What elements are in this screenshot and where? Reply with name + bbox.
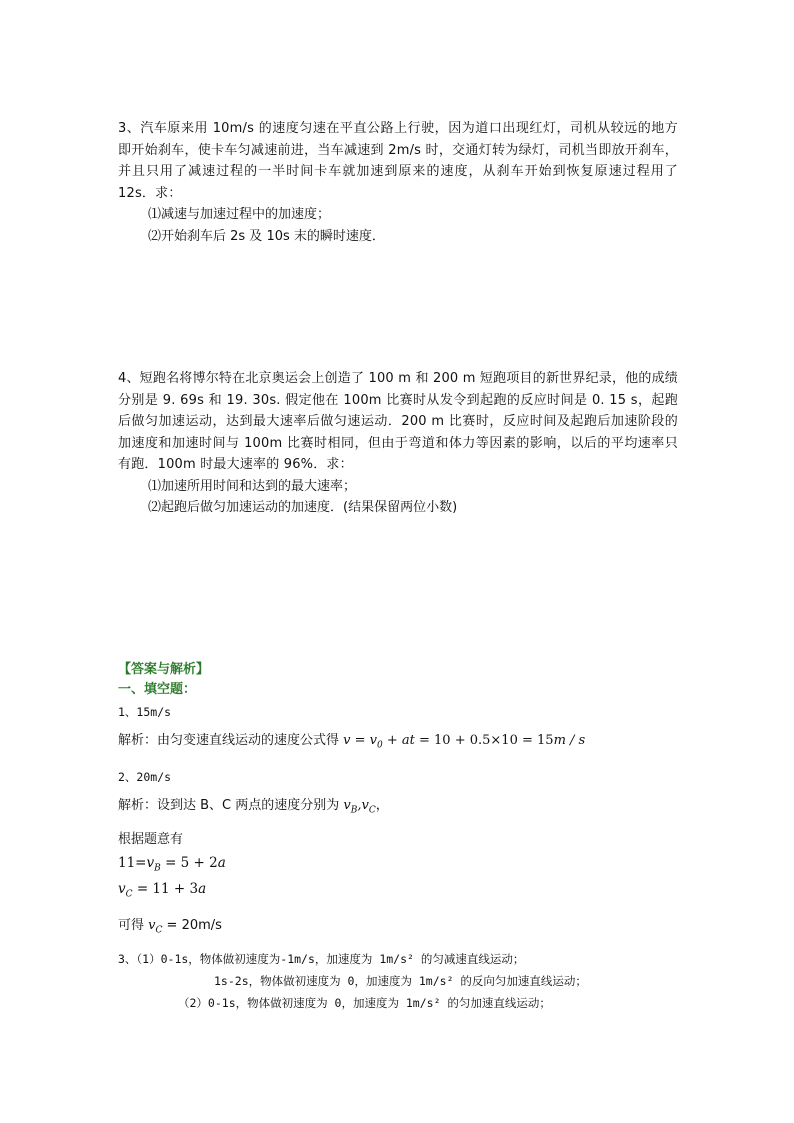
question-4-part-1: ⑴加速所用时间和达到的最大速率； xyxy=(148,478,357,494)
answer-2-result: 可得 $v_C = 20m/s$ xyxy=(118,917,222,936)
question-4-text: 4、短跑名将博尔特在北京奥运会上创造了 100 m 和 200 m 短跑项目的新世界纪录，他的成绩分别是 9. 69s 和 19. 30s. 假定他在 100m 比赛时从发令到起跑的反应时间是 0. 15 s，起跑后做匀加速运动，达到最大速率后做匀速运动．200 m 比赛时，反应时间及起跑后加速阶段的加速度和加速时间与 100m 比赛时相同，但由于弯道和体力等因素的影响，以后的平均速率只有跑．100m 时最大速率的 96%．求： xyxy=(118,371,678,472)
question-3-part-2: ⑵开始刹车后 2s 及 10s 末的瞬时速度． xyxy=(148,228,385,244)
answer-3-line-2: 1s-2s，物体做初速度为 0，加速度为 1m/s² 的反向匀加速直线运动； xyxy=(214,974,587,989)
answers-section xyxy=(118,660,678,1011)
answer-1-formula: $v = v_0$ + at = 10 + 0.5×10 = 15m / s xyxy=(343,733,586,751)
answer-2-expl-prefix: 解析：设到达 B、C 两点的速度分别为 xyxy=(118,797,340,813)
answers-title: 【答案与解析】 xyxy=(118,662,210,677)
answer-3-line-3: （2）0-1s，物体做初速度为 0，加速度为 1m/s² 的匀加速直线运动； xyxy=(178,996,551,1011)
question-3-text: 3、汽车原来用 10m/s 的速度匀速在平直公路上行驶，因为道口出现红灯，司机从较远的地方即开始刹车，使卡车匀减速前进，当车减速到 2m/s 时，交通灯转为绿灯，司机当即放开刹车，并且只用了减速过程的一半时间卡车就加速到原来的速度，从刹车开始到恢复原速过程用了 12s．求： xyxy=(118,121,678,201)
answer-1-label: 1、15m/s xyxy=(118,705,172,719)
question-3-part-1: ⑴减速与加速过程中的加速度； xyxy=(148,207,331,222)
question-3 xyxy=(118,118,678,247)
answer-2-variables: $v_B,v_C$ xyxy=(343,797,376,816)
answer-1-expl-prefix: 解析：由匀变速直线运动的速度公式得 xyxy=(118,733,340,748)
answer-2-given: 根据题意有 xyxy=(118,832,184,848)
answers-subsection-heading: 一、填空题： xyxy=(118,682,197,697)
answer-2-label: 2、20m/s xyxy=(118,769,172,784)
question-4 xyxy=(118,368,678,519)
answer-2-equation-2: $v_C = 11 + 3a$ xyxy=(118,880,207,900)
answer-1-explanation xyxy=(118,732,678,755)
answer-2-explanation: 解析：设到达 B、C 两点的速度分别为 $v_B,v_C$， xyxy=(118,797,389,816)
answer-3-line-1: 3、（1）0-1s，物体做初速度为-1m/s，加速度为 1m/s² 的匀减速直线运动； xyxy=(118,952,525,967)
question-4-part-2: ⑵起跑后做匀加速运动的加速度．(结果保留两位小数) xyxy=(148,500,458,515)
answer-2-equation-1: $11=v_B = 5 + 2a$ xyxy=(118,855,226,874)
